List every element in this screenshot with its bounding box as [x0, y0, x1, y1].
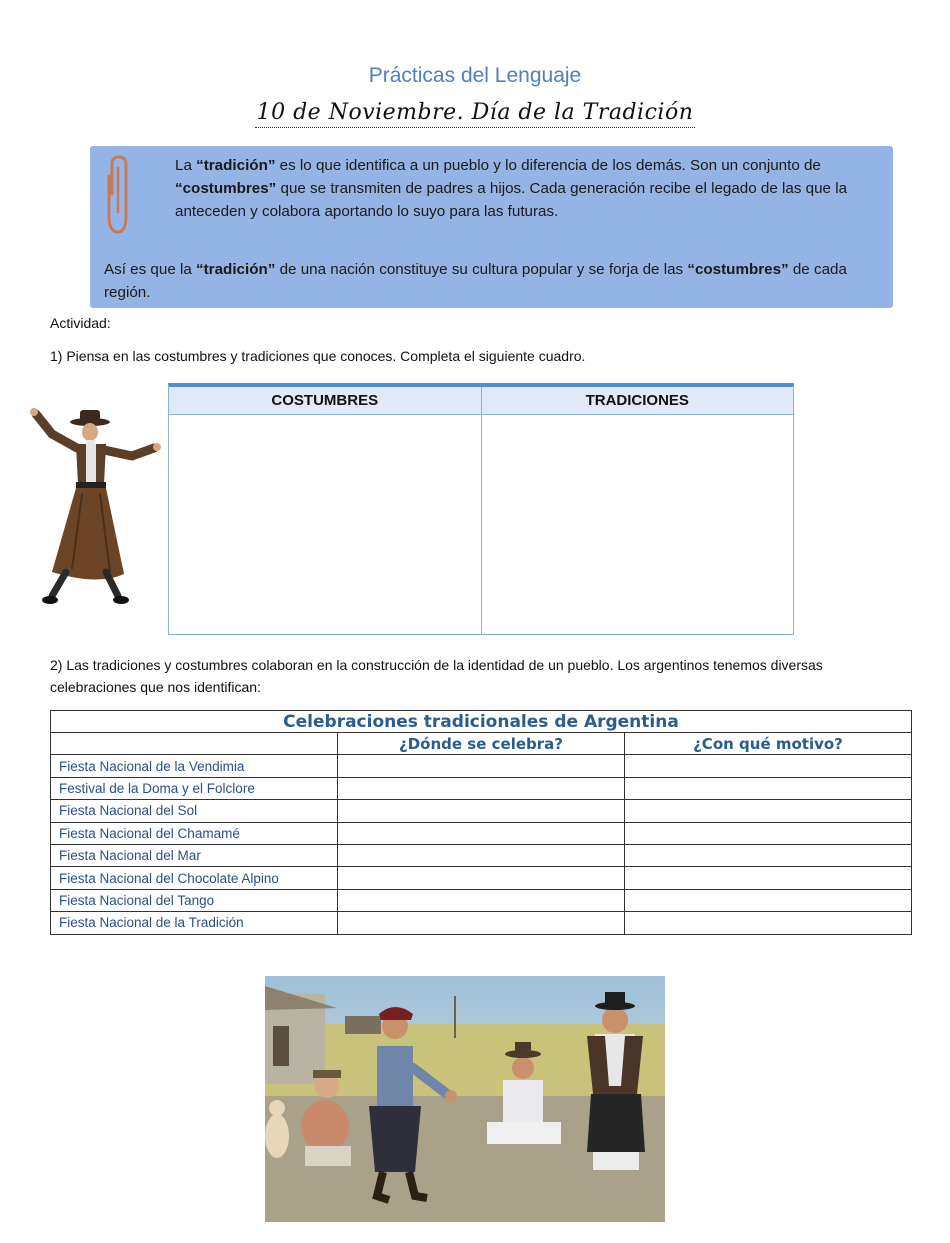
col-header-empty — [51, 733, 338, 755]
celebration-name: Fiesta Nacional del Tango — [51, 889, 338, 911]
motivo-cell[interactable] — [625, 822, 912, 844]
motivo-cell[interactable] — [625, 844, 912, 866]
subject-heading: Prácticas del Lenguaje — [368, 64, 582, 87]
donde-cell[interactable] — [338, 822, 625, 844]
activity-label: Actividad: — [50, 315, 111, 331]
paperclip-icon — [104, 154, 136, 238]
donde-cell[interactable] — [338, 889, 625, 911]
motivo-cell[interactable] — [625, 777, 912, 799]
table-row — [51, 800, 912, 822]
info-paragraph-2 — [104, 258, 884, 304]
celebration-name: Fiesta Nacional del Chocolate Alpino — [51, 867, 338, 889]
page-title — [0, 100, 950, 125]
table-row — [51, 912, 912, 934]
info-bold-tradicion: “tradición” — [196, 261, 276, 278]
motivo-cell[interactable] — [625, 889, 912, 911]
motivo-cell[interactable] — [625, 800, 912, 822]
page-title-text: 10 de Noviembre. Día de la Tradición — [255, 100, 696, 128]
info-bold-costumbres: “costumbres” — [687, 261, 789, 278]
table-row — [51, 755, 912, 777]
info-paragraph-1 — [175, 154, 880, 223]
info-bold-costumbres: “costumbres” — [175, 180, 277, 197]
celebrations-table — [50, 710, 912, 935]
col-header-motivo: ¿Con qué motivo? — [625, 733, 912, 755]
question-2: 2) Las tradiciones y costumbres colaboran en la construcción de la identidad de un pueblo. Los argentinos tenemos diversas celebraciones que nos identifican: — [50, 657, 823, 695]
motivo-cell[interactable] — [625, 755, 912, 777]
celebrations-table-caption: Celebraciones tradicionales de Argentina — [51, 711, 912, 733]
celebration-name: Fiesta Nacional del Mar — [51, 844, 338, 866]
table-header-row — [169, 387, 793, 415]
table-row — [51, 844, 912, 866]
celebration-name: Fiesta Nacional del Sol — [51, 800, 338, 822]
info-box — [90, 146, 893, 308]
table-row — [51, 822, 912, 844]
table-row — [51, 867, 912, 889]
info-text: que se transmiten de padres a hijos. Cada generación recibe el legado de las que la anteceden y colabora aportando lo suyo para las futuras. — [175, 180, 848, 220]
donde-cell[interactable] — [338, 755, 625, 777]
info-text: es lo que identifica a un pueblo y lo diferencia de los demás. Son un conjunto de — [275, 157, 821, 174]
col-header-donde: ¿Dónde se celebra? — [338, 733, 625, 755]
header-costumbres: COSTUMBRES — [169, 387, 482, 414]
donde-cell[interactable] — [338, 777, 625, 799]
motivo-cell[interactable] — [625, 912, 912, 934]
info-text: La — [175, 157, 197, 174]
donde-cell[interactable] — [338, 867, 625, 889]
table-divider — [481, 387, 482, 635]
donde-cell[interactable] — [338, 912, 625, 934]
motivo-cell[interactable] — [625, 867, 912, 889]
gaucho-dancer-illustration — [22, 404, 172, 610]
celebration-name: Festival de la Doma y el Folclore — [51, 777, 338, 799]
celebration-name: Fiesta Nacional de la Vendimia — [51, 755, 338, 777]
info-text: de cada región. — [104, 261, 847, 301]
header-tradiciones: TRADICIONES — [585, 392, 689, 409]
celebration-name: Fiesta Nacional del Chamamé — [51, 822, 338, 844]
question-1: 1) Piensa en las costumbres y tradiciones que conoces. Completa el siguiente cuadro. — [50, 348, 586, 364]
info-bold-tradicion: “tradición” — [196, 157, 276, 174]
info-text: de una nación constituye su cultura popular y se forja de las — [275, 261, 688, 278]
celebration-name: Fiesta Nacional de la Tradición — [51, 912, 338, 934]
gauchos-painting — [265, 976, 665, 1222]
donde-cell[interactable] — [338, 844, 625, 866]
donde-cell[interactable] — [338, 800, 625, 822]
info-text: Así es que la — [104, 261, 197, 278]
table-row — [51, 889, 912, 911]
table-row — [51, 777, 912, 799]
costumbres-tradiciones-table — [168, 383, 794, 635]
